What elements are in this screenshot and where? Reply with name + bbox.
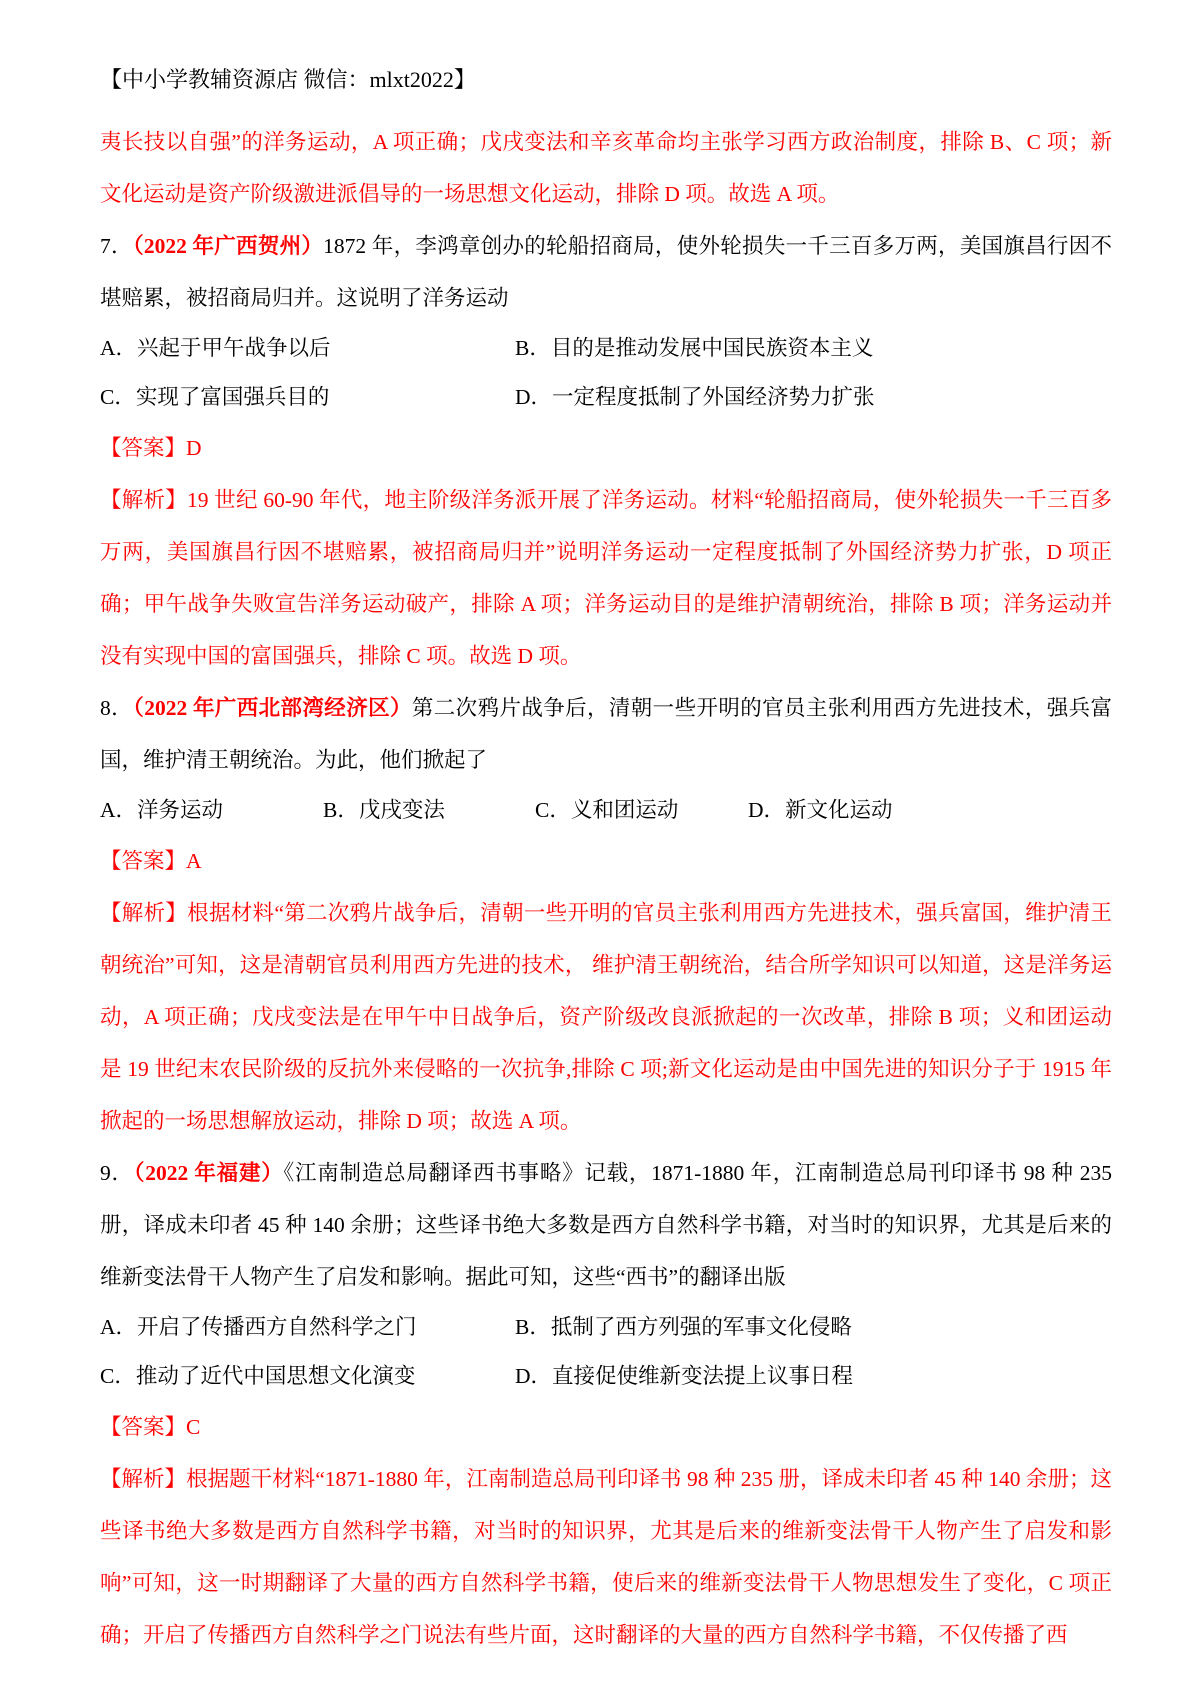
question-stem bbox=[100, 1147, 1112, 1303]
option-a: A．洋务运动 bbox=[100, 798, 224, 822]
analysis-text: 19 世纪 60-90 年代，地主阶级洋务派开展了洋务运动。材料“轮船招商局，使外轮损失一千三百多万两，美国旗昌行因不堪赔累，被招商局归并”说明洋务运动一定程度抵制了外国经济势力扩张，D 项正确；甲午战争失败宣告洋务运动破产，排除 A 项；洋务运动目的是维护清朝统治，排除 B 项；洋务运动并没有实现中国的富国强兵，排除 C 项。故选 D 项。 bbox=[100, 488, 1112, 668]
watermark-header: 【中小学教辅资源店 微信：mlxt2022】 bbox=[100, 67, 476, 92]
question-stem bbox=[100, 682, 1112, 786]
options-grid bbox=[100, 786, 1112, 835]
answer-label: 【答案】 bbox=[100, 436, 187, 460]
question-stem bbox=[100, 220, 1112, 324]
option-b: B．戊戌变法 bbox=[323, 798, 445, 822]
option-b: B．目的是推动发展中国民族资本主义 bbox=[515, 336, 874, 360]
option-c: C．实现了富国强兵目的 bbox=[100, 385, 330, 409]
option-c: C．义和团运动 bbox=[535, 798, 679, 822]
analysis-paragraph bbox=[100, 474, 1112, 682]
options-grid bbox=[100, 1303, 1112, 1401]
question-number: 7． bbox=[100, 234, 133, 258]
question-source-tag: （2022 年福建） bbox=[133, 1161, 284, 1185]
option-a: A．开启了传播西方自然科学之门 bbox=[100, 1315, 417, 1339]
answer-value: C bbox=[186, 1415, 201, 1439]
analysis-label: 【解析】 bbox=[100, 901, 188, 925]
option-c: C．推动了近代中国思想文化演变 bbox=[100, 1364, 416, 1388]
options-grid bbox=[100, 324, 1112, 422]
analysis-label: 【解析】 bbox=[100, 1467, 187, 1491]
option-d: D．直接促使维新变法提上议事日程 bbox=[515, 1364, 854, 1388]
analysis-paragraph bbox=[100, 1453, 1112, 1661]
question-stem-text: 第二次鸦片战争后，清朝一些开明的官员主张利用西方先进技术，强兵富国，维护清王朝统治。为此，他们掀起了 bbox=[100, 696, 1112, 772]
answer-label: 【答案】 bbox=[100, 1415, 187, 1439]
answer-value: A bbox=[186, 849, 202, 873]
analysis-text: 根据题干材料“1871-1880 年，江南制造总局刊印译书 98 种 235 册，译成未印者 45 种 140 余册；这些译书绝大多数是西方自然科学书籍，对当时的知识界，尤其是后来的维新变法骨干人物产生了启发和影响”可知，这一时期翻译了大量的西方自然科学书籍，使后来的维新变法骨干人物思想发生了变化，C 项正确；开启了传播西方自然科学之门说法有些片面，这时翻译的大量的西方自然科学书籍，不仅传播了西 bbox=[100, 1467, 1112, 1647]
option-b: B．抵制了西方列强的军事文化侵略 bbox=[515, 1315, 852, 1339]
answer-line bbox=[100, 1401, 1112, 1453]
question-block-9 bbox=[100, 1147, 1112, 1661]
question-stem-text: 1872 年，李鸿章创办的轮船招商局，使外轮损失一千三百多万两，美国旗昌行因不堪赔累，被招商局归并。这说明了洋务运动 bbox=[100, 234, 1112, 310]
question-number: 9． bbox=[100, 1161, 134, 1185]
analysis-paragraph bbox=[100, 887, 1112, 1147]
analysis-label: 【解析】 bbox=[100, 488, 188, 512]
question-stem-text: 《江南制造总局翻译西书事略》记载，1871-1880 年，江南制造总局刊印译书 98 种 235 册，译成未印者 45 种 140 余册；这些译书绝大多数是西方自然科学书籍，对当时的知识界，尤其是后来的维新变法骨干人物产生了启发和影响。据此可知，这些“西书”的翻译出版 bbox=[100, 1161, 1112, 1289]
question-source-tag: （2022 年广西贺州） bbox=[132, 234, 324, 258]
question-block-7 bbox=[100, 220, 1112, 682]
question-source-tag: （2022 年广西北部湾经济区） bbox=[133, 696, 412, 720]
answer-value: D bbox=[186, 436, 202, 460]
question-number: 8． bbox=[100, 696, 134, 720]
option-a: A．兴起于甲午战争以后 bbox=[100, 336, 331, 360]
answer-line bbox=[100, 422, 1112, 474]
option-d: D．一定程度抵制了外国经济势力扩张 bbox=[515, 385, 875, 409]
answer-label: 【答案】 bbox=[100, 849, 187, 873]
option-d: D．新文化运动 bbox=[748, 798, 893, 822]
question-block-8 bbox=[100, 682, 1112, 1147]
answer-line bbox=[100, 835, 1112, 887]
analysis-text: 根据材料“第二次鸦片战争后，清朝一些开明的官员主张利用西方先进技术，强兵富国，维护清王朝统治”可知，这是清朝官员利用西方先进的技术， 维护清王朝统治，结合所学知识可以知道，这是洋务运动，A 项正确；戊戌变法是在甲午中日战争后，资产阶级改良派掀起的一次改革，排除 B 项；义和团运动是 19 世纪末农民阶级的反抗外来侵略的一次抗争,排除 C 项;新文化运动是由中国先进的知识分子于 1915 年掀起的一场思想解放运动，排除 D 项；故选 A 项。 bbox=[100, 901, 1112, 1133]
carryover-analysis-paragraph: 夷长技以自强”的洋务运动，A 项正确；戊戌变法和辛亥革命均主张学习西方政治制度，排除 B、C 项；新文化运动是资产阶级激进派倡导的一场思想文化运动，排除 D 项。故选 A 项。 bbox=[100, 130, 1112, 206]
